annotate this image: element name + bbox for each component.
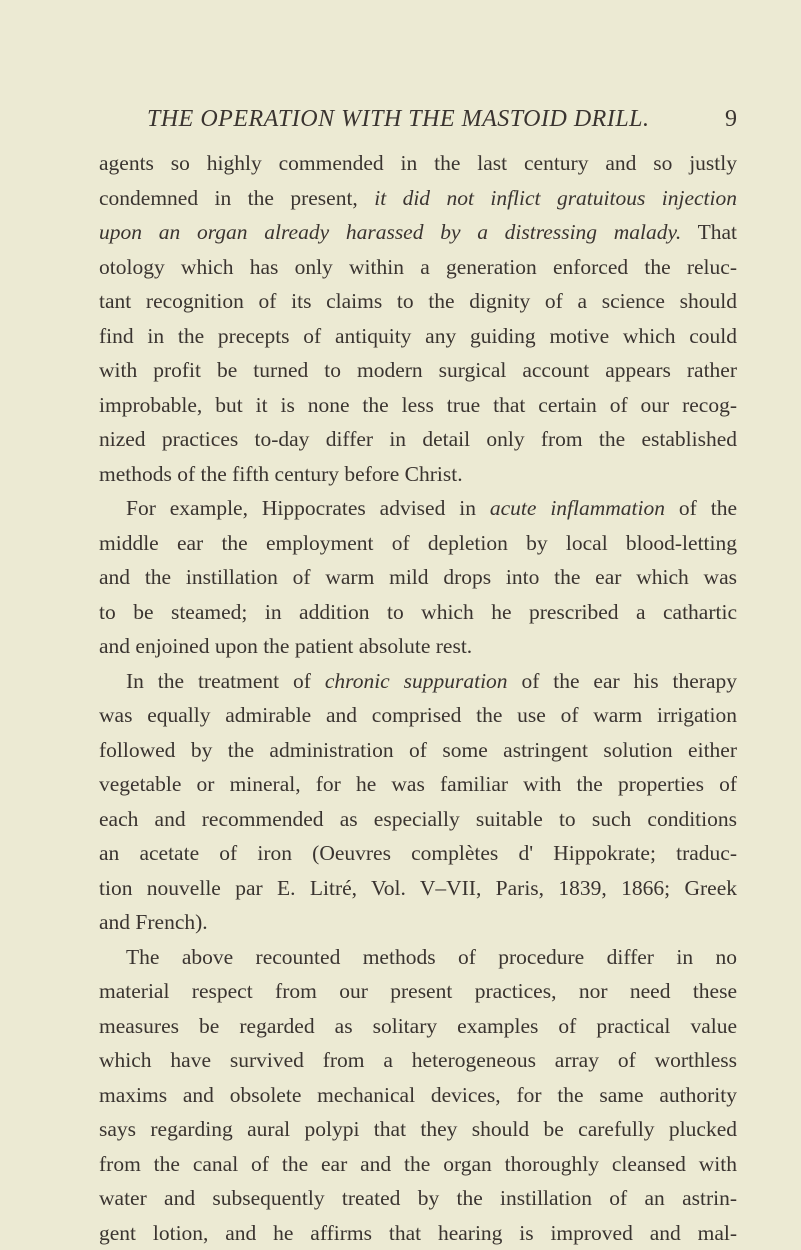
text-line (99, 1216, 737, 1250)
text-run: agents so highly commended in the last century and so justly (99, 151, 737, 175)
text-run: tant recognition of its claims to the dignity of a science should (99, 289, 737, 313)
text-run: maxims and obsolete mechanical devices, for the same authority (99, 1083, 737, 1107)
text-run: In the treatment of (126, 669, 325, 693)
text-run: says regarding aural polypi that they should be carefully plucked (99, 1117, 737, 1141)
italic-phrase: chronic suppuration (325, 669, 508, 693)
text-line (99, 457, 737, 492)
text-run: The above recounted methods of procedure differ in no (126, 945, 737, 969)
text-run: with profit be turned to modern surgical account appears rather (99, 358, 737, 382)
text-line (99, 215, 737, 250)
text-line (99, 1181, 737, 1216)
text-line (99, 422, 737, 457)
text-run: from the canal of the ear and the organ thoroughly cleansed with (99, 1152, 737, 1176)
text-run: improbable, but it is none the less true that certain of our recog- (99, 393, 737, 417)
running-title: THE OPERATION WITH THE MASTOID DRILL. (147, 104, 650, 134)
text-line (99, 767, 737, 802)
text-run: middle ear the employment of depletion by local blood-letting (99, 531, 737, 555)
text-run: measures be regarded as solitary examples of practical value (99, 1014, 737, 1038)
text-line (99, 940, 737, 975)
text-run: followed by the administration of some astringent solution either (99, 738, 737, 762)
text-line (99, 698, 737, 733)
text-line (99, 836, 737, 871)
text-line (99, 1112, 737, 1147)
text-run: and the instillation of warm mild drops into the ear which was (99, 565, 737, 589)
text-run: to be steamed; in addition to which he prescribed a cathartic (99, 600, 737, 624)
text-run: an acetate of iron (Oeuvres complètes d' Hippokrate; traduc- (99, 841, 737, 865)
text-line (99, 560, 737, 595)
page-number: 9 (725, 104, 737, 134)
text-line (99, 181, 737, 216)
italic-phrase: it did not inflict gratuitous injection (374, 186, 737, 210)
text-run: methods of the fifth century before Christ. (99, 462, 463, 486)
text-line (99, 1043, 737, 1078)
text-line (99, 146, 737, 181)
text-run: That (681, 220, 737, 244)
text-line (99, 353, 737, 388)
text-line (99, 319, 737, 354)
text-line (99, 1009, 737, 1044)
text-run: water and subsequently treated by the instillation of an astrin- (99, 1186, 737, 1210)
text-line (99, 905, 737, 940)
text-line (99, 595, 737, 630)
text-line (99, 733, 737, 768)
text-line (99, 974, 737, 1009)
text-run: each and recommended as especially suitable to such conditions (99, 807, 737, 831)
italic-phrase: upon an organ already harassed by a distressing malady. (99, 220, 681, 244)
text-line (99, 1078, 737, 1113)
text-run: find in the precepts of antiquity any guiding motive which could (99, 324, 737, 348)
body-text (99, 146, 737, 1250)
text-line (99, 284, 737, 319)
text-run: condemned in the present, (99, 186, 374, 210)
text-run: tion nouvelle par E. Litré, Vol. V–VII, Paris, 1839, 1866; Greek (99, 876, 737, 900)
text-run: of the (665, 496, 737, 520)
text-run: was equally admirable and comprised the use of warm irrigation (99, 703, 737, 727)
text-run: material respect from our present practices, nor need these (99, 979, 737, 1003)
text-run: gent lotion, and he affirms that hearing is improved and mal- (99, 1221, 737, 1245)
text-line (99, 802, 737, 837)
text-run: of the ear his therapy (508, 669, 737, 693)
text-line (99, 664, 737, 699)
text-line (99, 1147, 737, 1182)
text-line (99, 250, 737, 285)
text-line (99, 629, 737, 664)
text-run: otology which has only within a generation enforced the reluc- (99, 255, 737, 279)
text-run: nized practices to-day differ in detail only from the established (99, 427, 737, 451)
text-line (99, 871, 737, 906)
text-run: For example, Hippocrates advised in (126, 496, 490, 520)
running-head (99, 104, 737, 134)
text-line (99, 526, 737, 561)
italic-phrase: acute inflammation (490, 496, 665, 520)
text-run: which have survived from a heterogeneous array of worthless (99, 1048, 737, 1072)
text-run: and enjoined upon the patient absolute rest. (99, 634, 472, 658)
text-run: vegetable or mineral, for he was familiar with the properties of (99, 772, 737, 796)
text-run: and French). (99, 910, 208, 934)
text-line (99, 491, 737, 526)
text-line (99, 388, 737, 423)
